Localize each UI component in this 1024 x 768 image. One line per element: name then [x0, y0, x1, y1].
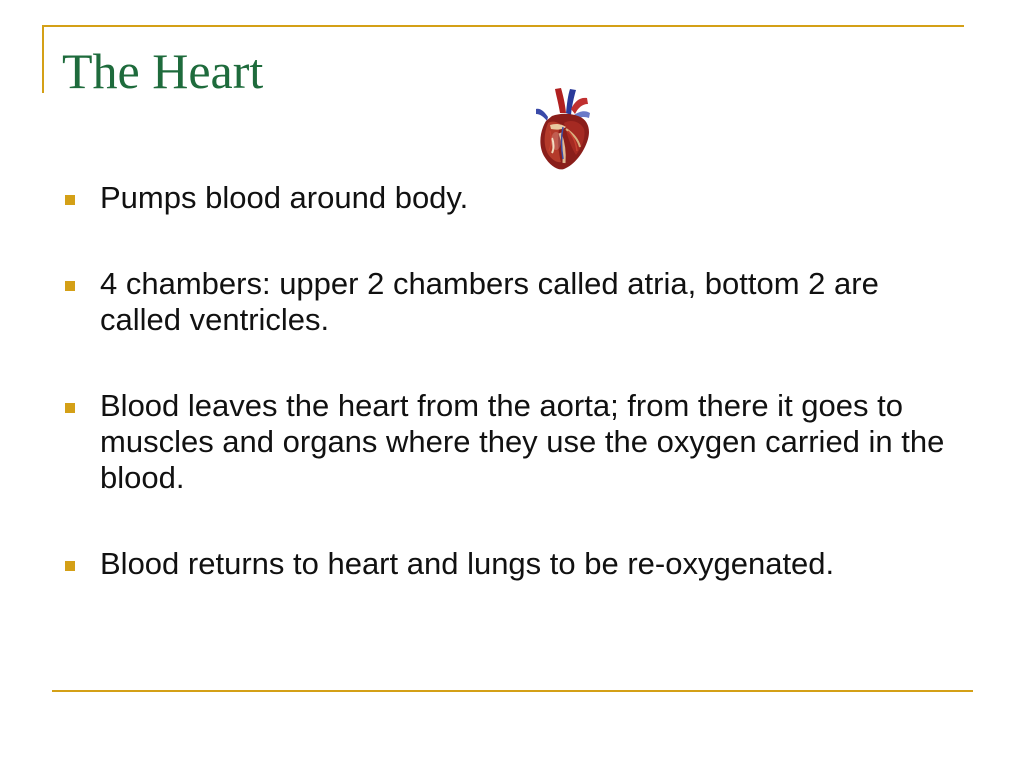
- bullet-item: [62, 546, 952, 582]
- bullet-text: 4 chambers: upper 2 chambers called atria, bottom 2 are called ventricles.: [100, 266, 879, 337]
- bullet-list: [62, 180, 952, 582]
- bullet-marker: [65, 561, 75, 571]
- heart-anatomy-icon: [530, 83, 596, 173]
- frame-bottom-rule: [52, 690, 973, 692]
- bullet-marker: [65, 195, 75, 205]
- bullet-text: Pumps blood around body.: [100, 180, 469, 215]
- bullet-item: [62, 388, 952, 496]
- bullet-item: [62, 180, 952, 216]
- bullet-marker: [65, 281, 75, 291]
- bullet-marker: [65, 403, 75, 413]
- bullet-text: Blood returns to heart and lungs to be re-oxygenated.: [100, 546, 835, 581]
- frame-top-rule: [42, 25, 964, 27]
- frame-left-rule: [42, 25, 44, 93]
- bullet-text: Blood leaves the heart from the aorta; from there it goes to muscles and organs where they use the oxygen carried in the blood.: [100, 388, 945, 495]
- bullet-item: [62, 266, 952, 338]
- slide-title: The Heart: [62, 43, 264, 99]
